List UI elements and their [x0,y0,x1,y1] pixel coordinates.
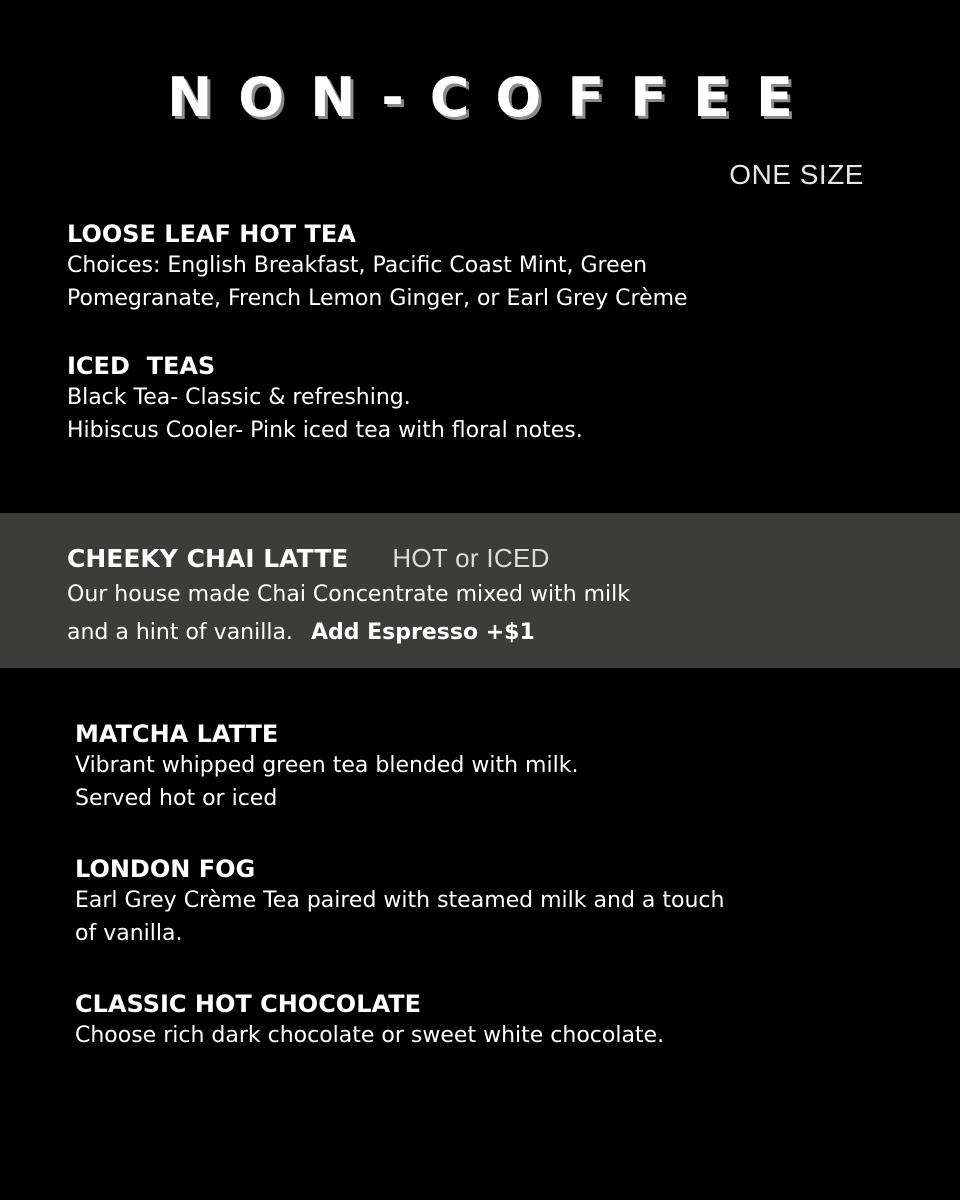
item-description-line: Choose rich dark chocolate or sweet white chocolate. [75,1023,665,1048]
item-description-line: Hibiscus Cooler- Pink iced tea with floral notes. [67,418,583,443]
item-name: CLASSIC HOT CHOCOLATE [75,990,421,1018]
item-name: ICED TEAS [67,352,216,380]
item-description-line [67,614,630,652]
item-name: MATCHA LATTE [75,720,279,748]
menu-item-classic-hot-chocolate [75,989,664,1052]
add-on-price: Add Espresso +$1 [310,620,535,645]
item-name: LONDON FOG [75,855,256,883]
item-description-line: Black Tea- Classic & refreshing. [67,385,411,410]
item-name-row [67,543,630,574]
menu-item-matcha-latte [75,719,578,815]
item-name: LOOSE LEAF HOT TEA [67,220,356,248]
page-title: NON-COFFEE [167,66,819,129]
item-description-line: Our house made Chai Concentrate mixed with milk [67,582,631,607]
item-description-text: and a hint of vanilla. [67,620,293,645]
menu-item-loose-leaf-hot-tea [67,219,688,315]
menu-item-cheeky-chai-latte [67,543,630,652]
item-description [67,249,688,315]
menu-item-london-fog [75,854,724,950]
item-name: CHEEKY CHAI LATTE [67,544,349,573]
item-description [67,381,583,447]
item-description-line: Choices: English Breakfast, Pacific Coast Mint, Green [67,253,648,278]
item-description-line: Pomegranate, French Lemon Ginger, or Earl Grey Crème [67,286,688,311]
item-description-line: Vibrant whipped green tea blended with milk. [75,753,579,778]
item-description [75,1019,664,1052]
item-description-line: Earl Grey Crème Tea paired with steamed milk and a touch [75,888,725,913]
menu-item-iced-teas [67,351,583,447]
item-description [75,884,724,950]
item-description-line: of vanilla. [75,921,183,946]
item-description [67,576,630,652]
serving-option-tag: HOT or ICED [392,543,550,573]
item-description [75,749,578,815]
item-description-line: Served hot or iced [75,786,278,811]
size-label: ONE SIZE [729,159,864,190]
